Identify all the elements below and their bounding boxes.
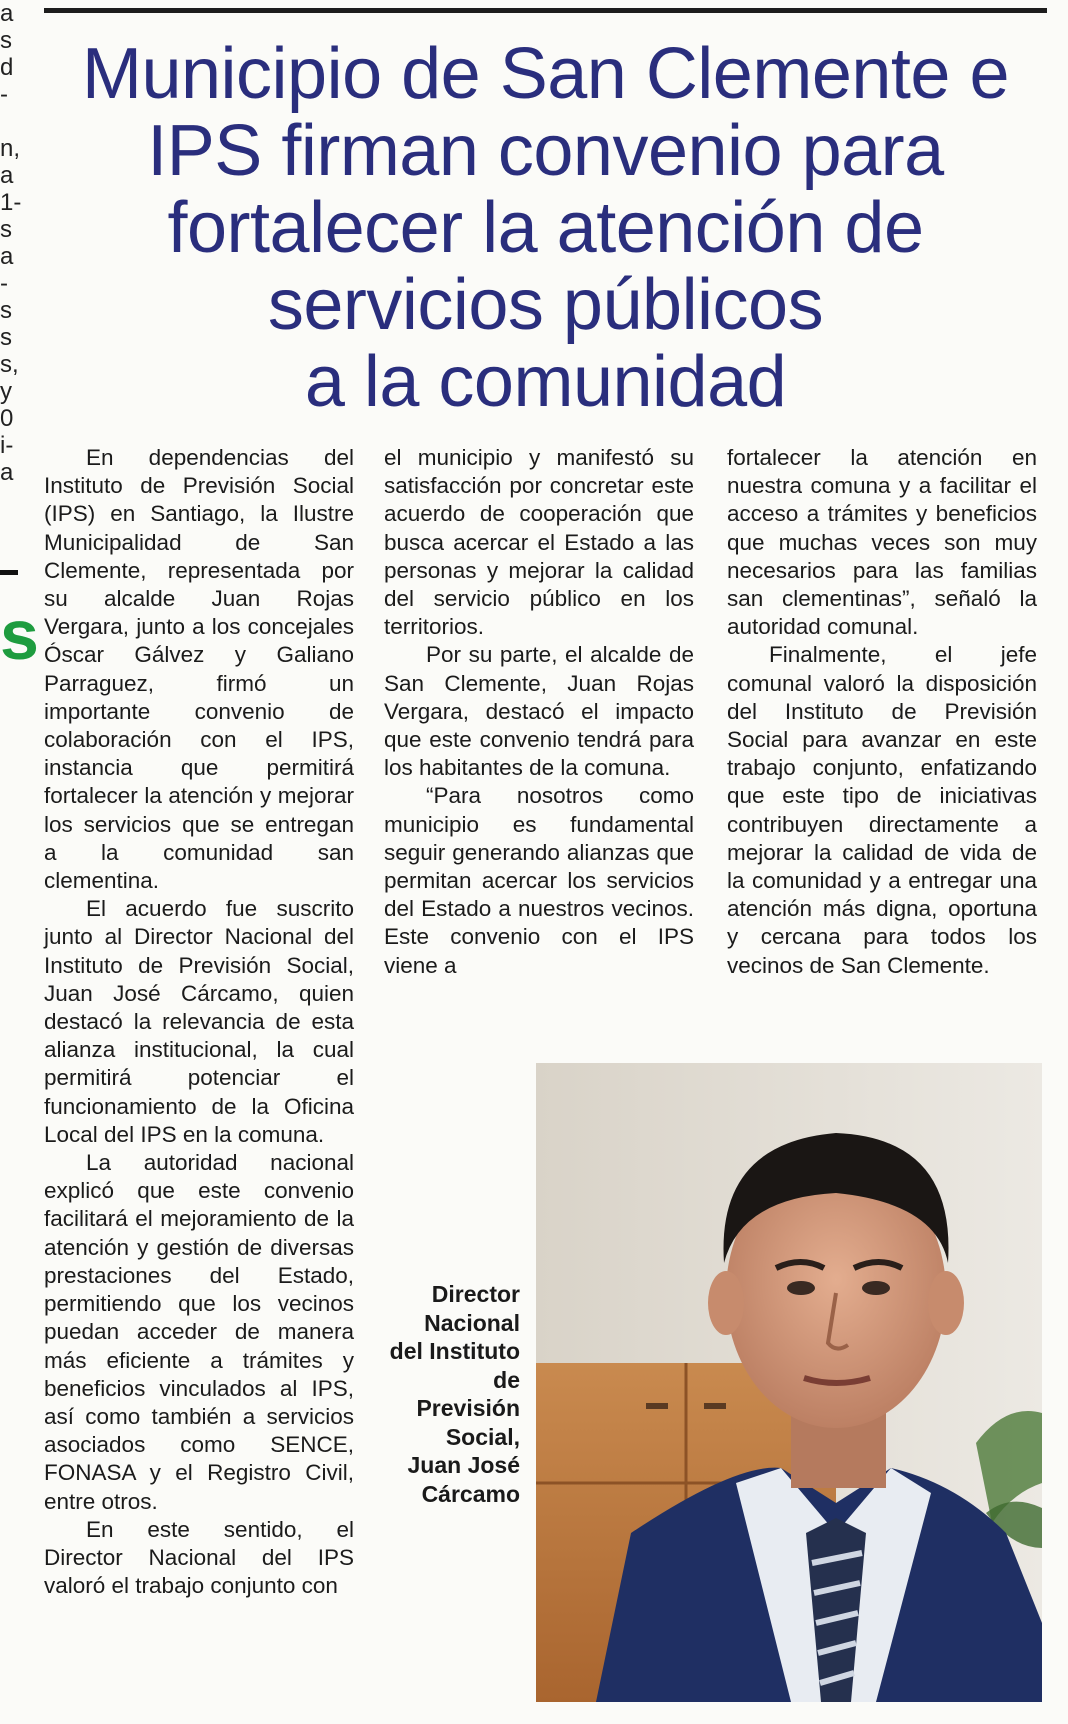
paragraph: En este sentido, el Director Nacional del IPS valoró el trabajo conjunto con xyxy=(44,1516,354,1599)
paragraph: Finalmente, el jefe comunal valoró la disposición del Instituto de Previsión Social para avanzar en este trabajo conjunto, enfatizando que este tipo de iniciativas contribuyen directamente a mejorar la calidad de vida de la comunidad y a entregar una atención más digna, oportuna y cercana para todos los vecinos de San Clemente. xyxy=(727,642,1037,978)
top-rule xyxy=(44,8,1047,13)
paragraph: La autoridad nacional explicó que este convenio facilitará el mejoramiento de la atención y gestión de diversas prestaciones del Estado, permitiendo que los vecinos puedan acceder de manera más eficiente a trámites y beneficios vinculados al IPS, así como también a servicios asociados como SENCE, FONASA y el Registro Civil, entre otros. xyxy=(44,1150,354,1514)
adjacent-article-fragment: - xyxy=(0,81,8,108)
adjacent-article-fragment: - xyxy=(0,270,8,297)
adjacent-article-fragment: s xyxy=(0,27,12,54)
paragraph: “Para nosotros como municipio es fundamental seguir generando alianzas que permitan acercar los servicios del Estado a nuestros vecinos. Este convenio con el IPS viene a xyxy=(384,783,694,978)
article-headline xyxy=(44,36,1047,421)
headline-line-3: fortalecer la atención de xyxy=(167,188,924,268)
photo-caption: Director Nacional del Instituto de Previsión Social, Juan José Cárcamo xyxy=(389,1281,520,1507)
article-column-1 xyxy=(44,444,354,1600)
adjacent-article-fragment: a xyxy=(0,243,14,270)
adjacent-article-green-letter: s xyxy=(0,596,39,674)
adjacent-article-fragment: d xyxy=(0,54,14,81)
adjacent-article-fragment: i- xyxy=(0,432,14,459)
adjacent-article-fragments xyxy=(0,0,39,1724)
adjacent-article-fragment: 1- xyxy=(0,189,22,216)
adjacent-article-fragment: a xyxy=(0,0,14,27)
article-column-3 xyxy=(727,444,1037,980)
paragraph: el municipio y manifestó su satisfacción por concretar este acuerdo de cooperación que busca acercar el Estado a las personas y mejorar la calidad del servicio público en los territorios. xyxy=(384,445,694,640)
headline-line-2: IPS firman convenio para xyxy=(147,111,944,191)
headline-line-5: a la comunidad xyxy=(304,342,787,422)
adjacent-article-rule xyxy=(0,570,18,575)
headline-line-1: Municipio de San Clemente e xyxy=(81,34,1010,114)
article-column-2 xyxy=(384,444,694,980)
adjacent-article-fragment: s xyxy=(0,216,12,243)
headline-line-4: servicios públicos xyxy=(267,265,824,345)
portrait-illustration xyxy=(536,1063,1042,1702)
adjacent-article-fragment: a xyxy=(0,459,14,486)
adjacent-article-fragment: n, xyxy=(0,135,21,162)
paragraph: Por su parte, el alcalde de San Clemente, Juan Rojas Vergara, destacó el impacto que este convenio tendrá para los habitantes de la comuna. xyxy=(384,642,694,781)
adjacent-article-fragment: a xyxy=(0,162,14,189)
adjacent-article-fragment: s, xyxy=(0,351,19,378)
adjacent-article-fragment: s xyxy=(0,324,12,351)
paragraph: En dependencias del Instituto de Previsión Social (IPS) en Santiago, la Ilustre Municipalidad de San Clemente, representada por su alcalde Juan Rojas Vergara, junto a los concejales Óscar Gálvez y Galiano Parraguez, firmó un importante convenio de colaboración con el IPS, instancia que permitirá fortalecer la atención y mejorar los servicios que se entregan a la comunidad san clementina. xyxy=(44,445,354,894)
portrait-photo xyxy=(536,1063,1042,1702)
adjacent-article-fragment: 0 xyxy=(0,405,14,432)
paragraph: fortalecer la atención en nuestra comuna y a facilitar el acceso a trámites y beneficios que muchas veces son muy necesarios para las familias san clementinas”, señaló la autoridad comunal. xyxy=(727,445,1037,640)
adjacent-article-fragment: y xyxy=(0,378,12,405)
adjacent-article-fragment: s xyxy=(0,297,12,324)
paragraph: El acuerdo fue suscrito junto al Director Nacional del Instituto de Previsión Social, Juan José Cárcamo, quien destacó la relevancia de esta alianza institucional, la cual permitirá potenciar el funcionamiento de la Oficina Local del IPS en la comuna. xyxy=(44,896,354,1147)
adjacent-article-fragment xyxy=(0,108,22,135)
